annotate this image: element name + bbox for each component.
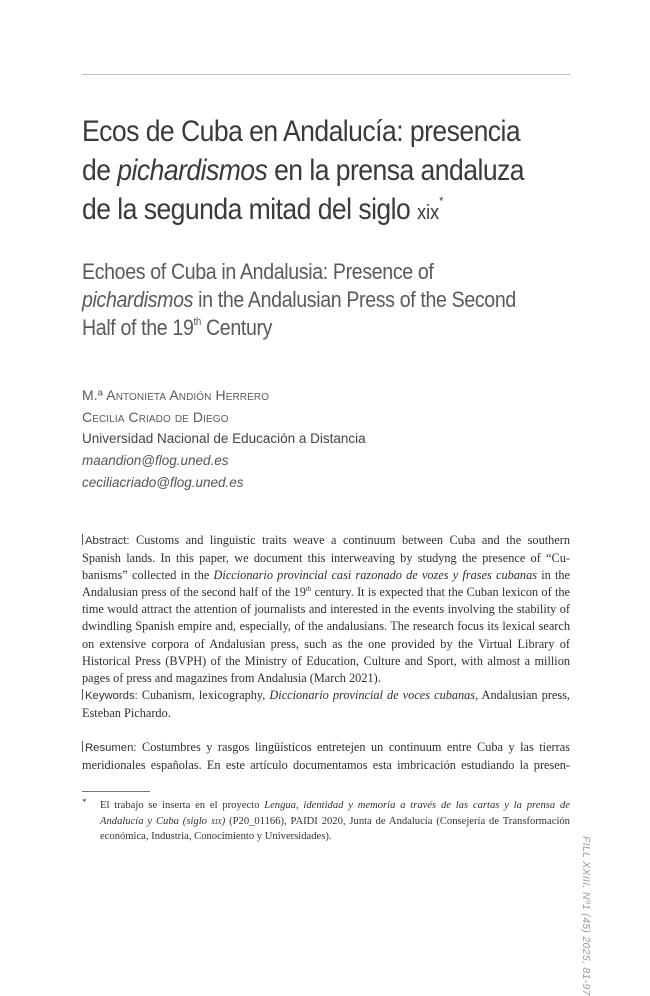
author-name: M.ª Antonieta Andión Herrero — [82, 387, 270, 403]
resumen-text: Costumbres y rasgos lingüísticos entretejen un continuum entre Cuba y las tierras meridionales españolas. En este artículo documentamos esta imbricación estudiando la presen- — [82, 740, 570, 773]
keywords-text: , Andalusian press, Esteban Pichardo. — [82, 687, 570, 720]
title-es-line-2 — [82, 151, 532, 190]
title-es-text: en la prensa andaluza — [267, 154, 525, 187]
keywords-text: Cubanism, lexicography, — [137, 687, 270, 702]
title-en-text: in the Andalusian Press of the Second — [193, 287, 516, 312]
footnote-century: xix — [210, 815, 222, 827]
running-head-vertical: FILL XXIII, Nº1 (45) 2025, 81-97 — [580, 836, 592, 996]
abstract-superscript: th — [305, 585, 312, 594]
title-en-text: Century — [200, 315, 273, 340]
title-en-superscript: th — [193, 316, 201, 328]
author-name: Cecilia Criado de Diego — [82, 409, 229, 425]
top-rule — [82, 74, 570, 75]
title-es-text: de la segunda mitad del siglo — [82, 193, 418, 226]
abstract-paragraph — [82, 532, 570, 687]
footnote-text-part: (P20_01166), PAIDI 2020, Junta de Andalucía (Consejería de Transformación económica, Industria, Conocimiento y Universidades). — [100, 815, 570, 842]
title-es-century: xix — [417, 202, 440, 224]
abstract-section — [82, 532, 570, 774]
section-bar — [82, 689, 83, 700]
abstract-italic-title: Diccionario provincial casi razonado de vozes y frases cubanas — [213, 568, 537, 583]
footnote-text — [100, 798, 570, 845]
title-en-line-1: Echoes of Cuba in Andalusia: Presence of — [82, 259, 434, 284]
author-email[interactable]: ceciliacriado@flog.uned.es — [82, 475, 244, 490]
abstract-text: century. It is expected that the Cuban lexicon of the time would attract the attention of journalists and interested in the events involving the stability of dwindling Spanish empire and, especially, of the andalusians. The research focus its lexical search on extensive corpora of Andalusian press, such as the one provided by the Virtual Library of Historical Press (BVPH) of the Ministry of Education, Culture and Sport, with almost a million pages of press and magazines from Andalusia (March 2021). — [82, 585, 570, 685]
resumen-label: Resumen: — [85, 742, 137, 755]
title-es-text: de — [82, 154, 118, 187]
title-es-italic-term: pichardismos — [117, 154, 268, 187]
keywords-italic-title: Diccionario provincial de voces cubanas — [269, 687, 476, 702]
abstract-label: Abstract: — [85, 535, 130, 547]
author-email[interactable]: maandion@flog.uned.es — [82, 453, 229, 468]
title-en-line-3 — [82, 314, 563, 342]
title-es-line-1: Ecos de Cuba en Andalucía: presencia — [82, 115, 521, 148]
resumen-paragraph — [82, 739, 570, 774]
abstract-text: in the Andalusian press of the second half of the 19 — [82, 568, 570, 600]
institution: Universidad Nacional de Educación a Distancia — [82, 431, 366, 446]
keywords-label: Keywords: — [85, 689, 138, 702]
footnote-italic-part: Lengua, identidad y memoria a través de las cartas y la prensa de Andalucía y Cuba (siglo — [100, 800, 570, 827]
footnote-mark: * — [82, 797, 87, 807]
title-en-line-2 — [82, 286, 563, 314]
article-title-english — [82, 258, 563, 342]
article-title-spanish — [82, 112, 532, 233]
section-bar — [82, 741, 83, 752]
footnote-text-part: El trabajo se inserta en el proyecto — [100, 800, 265, 811]
abstract-text: Customs and linguistic traits weave a continuum between Cuba and the southern Spanish lands. In this paper, we document this interweaving by studyng the presence of “Cubanisms” collected in the — [82, 533, 570, 583]
footnote-italic-part: ) — [221, 815, 226, 827]
keywords-paragraph — [82, 687, 570, 722]
footnote-rule — [82, 791, 150, 792]
spacer — [82, 722, 570, 739]
author-block — [82, 384, 366, 494]
title-es-line-3 — [82, 190, 532, 233]
title-en-italic-term: pichardismos — [82, 287, 194, 312]
title-footnote-mark[interactable]: * — [439, 194, 443, 208]
title-en-text: Half of the 19 — [82, 315, 194, 340]
section-bar — [82, 534, 83, 545]
